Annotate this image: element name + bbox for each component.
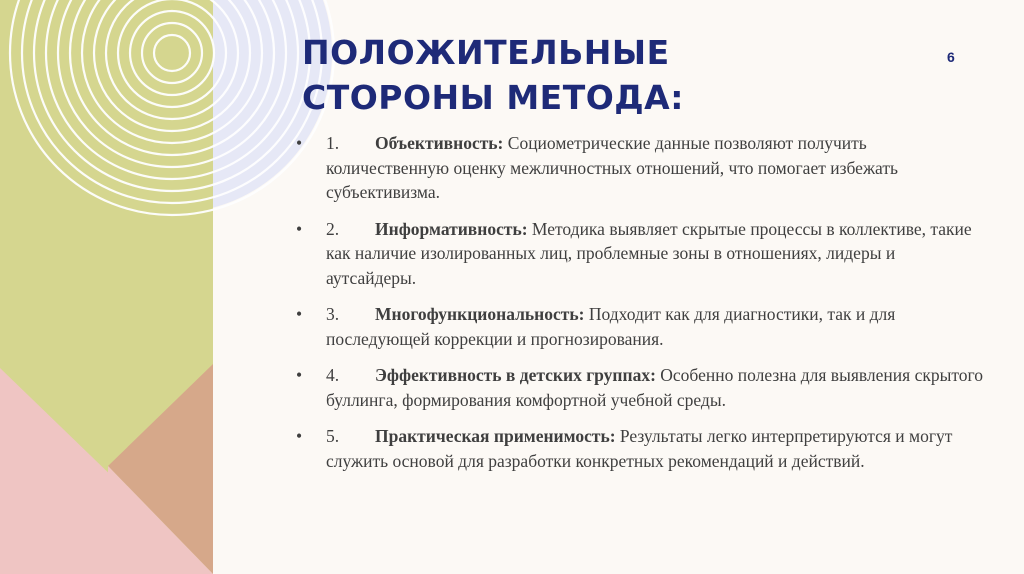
item-text: Особенно полезна для выявления скрытого буллинга, формирования комфортной учебной среды. <box>326 365 984 410</box>
item-term: Эффективность в детских группах: <box>375 365 656 385</box>
list-item <box>296 424 986 473</box>
list-item <box>296 217 986 291</box>
bullet-icon: • <box>296 133 303 153</box>
advantages-list <box>296 131 986 485</box>
item-text: Социометрические данные позволяют получить количественную оценку межличностных отношений, что помогает избежать субъективизма. <box>326 133 898 202</box>
item-text: Результаты легко интерпретируются и могут служить основой для разработки конкретных рекомендаций и действий. <box>326 426 953 471</box>
item-number: 5. <box>326 426 340 446</box>
bullet-icon: • <box>296 426 303 446</box>
bullet-icon: • <box>296 365 303 385</box>
list-item <box>296 302 986 351</box>
item-term: Объективность: <box>375 133 504 153</box>
bullet-icon: • <box>296 304 303 324</box>
list-item <box>296 131 986 205</box>
item-number: 4. <box>326 365 340 385</box>
item-text: Подходит как для диагностики, так и для последующей коррекции и прогнозирования. <box>326 304 896 349</box>
item-term: Многофункциональность: <box>375 304 585 324</box>
slide-title <box>302 30 862 120</box>
list-item <box>296 363 986 412</box>
item-number: 3. <box>326 304 340 324</box>
title-line-2: СТОРОНЫ МЕТОДА: <box>302 78 684 117</box>
item-term: Информативность: <box>375 218 528 239</box>
page-number: 6 <box>947 49 955 65</box>
item-number: 1. <box>326 133 340 153</box>
title-line-1: ПОЛОЖИТЕЛЬНЫЕ <box>302 33 670 72</box>
item-text: Методика выявляет скрытые процессы в коллективе, такие как наличие изолированных лиц, проблемные зоны в отношениях, лидеры и аутсайдеры. <box>326 218 972 288</box>
item-number: 2. <box>326 218 340 239</box>
item-term: Практическая применимость: <box>375 426 616 446</box>
bullet-icon: • <box>296 218 303 239</box>
